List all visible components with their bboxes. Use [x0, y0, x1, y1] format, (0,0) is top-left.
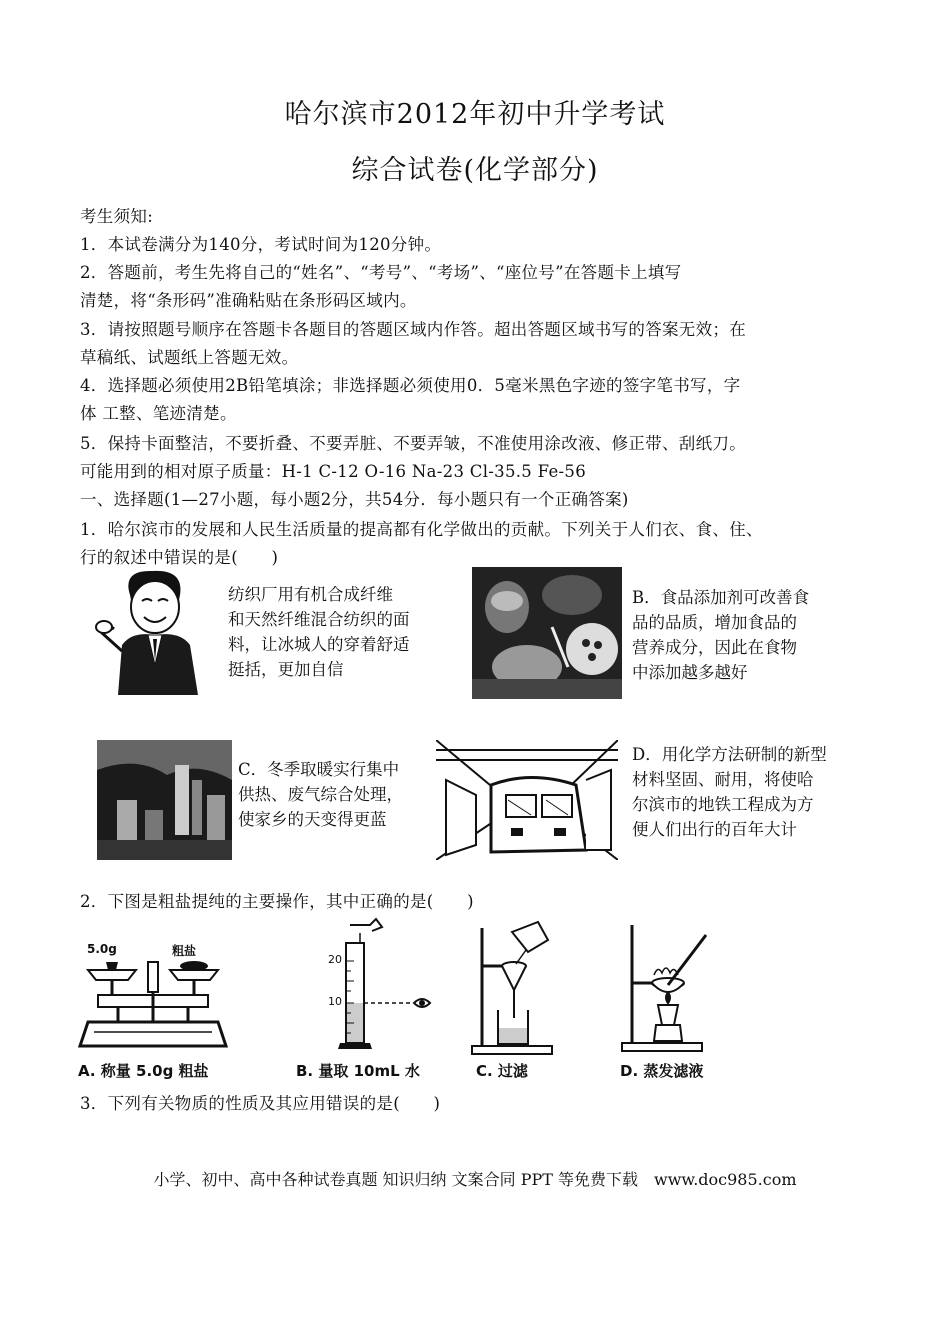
food-photo-icon [472, 567, 622, 699]
exam-title: 哈尔滨市2012年初中升学考试 [284, 99, 666, 130]
subway-train-icon [436, 740, 618, 860]
fig-b-caption: B. 量取 10mL 水 [296, 1062, 420, 1080]
label-salt: 粗盐 [172, 944, 197, 958]
notice-line-5: 草稿纸、试题纸上答题无效。 [80, 348, 299, 367]
evaporation-apparatus-icon [618, 915, 718, 1055]
q1-option-a [228, 582, 410, 682]
graduated-cylinder-icon [320, 915, 440, 1055]
notice-line-1: 1．本试卷满分为140分，考试时间为120分钟。 [80, 235, 442, 254]
fig-d-caption: D. 蒸发滤液 [620, 1062, 704, 1080]
notice-line-7: 体 工整、笔迹清楚。 [80, 404, 237, 423]
balance-icon [78, 940, 228, 1052]
cartoon-man-icon [92, 565, 206, 697]
q1-option-b-line: 品的品质，增加食品的 [632, 613, 797, 632]
q2-stem: 2．下图是粗盐提纯的主要操作，其中正确的是( ) [80, 892, 474, 911]
q1-option-b-line: 中添加越多越好 [632, 663, 748, 682]
q3-stem: 3．下列有关物质的性质及其应用错误的是( ) [80, 1094, 441, 1113]
q1-option-a-line: 纺织厂用有机合成纤维 [228, 585, 393, 604]
q1-option-d [632, 742, 827, 842]
q1-stem-line-1: 1．哈尔滨市的发展和人民生活质量的提高都有化学做出的贡献。下列关于人们衣、食、住、 [80, 520, 763, 539]
page-footer: 小学、初中、高中各种试卷真题 知识归纳 文案合同 PPT 等免费下载 www.doc985.com [153, 1170, 797, 1189]
q1-option-a-line: 挺括，更加自信 [228, 660, 344, 679]
q1-option-d-line: D．用化学方法研制的新型 [632, 745, 827, 764]
notice-line-2: 2．答题前，考生先将自己的“姓名”、“考号”、“考场”、“座位号”在答题卡上填写 [80, 263, 682, 282]
fig-c-caption: C. 过滤 [476, 1062, 528, 1080]
label-mass: 5.0g [87, 942, 117, 956]
q1-option-c-line: 使家乡的天变得更蓝 [238, 810, 387, 829]
fig-a-balance [78, 940, 228, 1052]
exam-subtitle: 综合试卷(化学部分) [351, 155, 599, 186]
q1-option-b-line: 营养成分，因此在食物 [632, 638, 797, 657]
q1-option-c-line: C．冬季取暖实行集中 [238, 760, 400, 779]
notice-line-8: 5．保持卡面整洁，不要折叠、不要弄脏、不要弄皱，不准使用涂改液、修正带、刮纸刀。 [80, 434, 746, 453]
q1-option-d-line: 材料坚固、耐用，将使哈 [632, 770, 814, 789]
tick-20: 20 [328, 953, 342, 966]
eye-icon [412, 995, 432, 1011]
q1-option-d-line: 尔滨市的地铁工程成为方 [632, 795, 814, 814]
q1-stem-line-2: 行的叙述中错误的是( ) [80, 548, 279, 567]
tick-10: 10 [328, 995, 342, 1008]
notice-line-3: 清楚，将“条形码”准确粘贴在条形码区域内。 [80, 291, 417, 310]
q1-option-d-line: 便人们出行的百年大计 [632, 820, 797, 839]
q1-option-a-line: 料，让冰城人的穿着舒适 [228, 635, 410, 654]
filtration-apparatus-icon [468, 918, 558, 1058]
section-heading: 一、选择题(1—27小题，每小题2分，共54分．每小题只有一个正确答案) [80, 490, 629, 509]
atomic-masses: 可能用到的相对原子质量：H-1 C-12 O-16 Na-23 Cl-35.5 Fe-56 [80, 462, 587, 481]
notice-heading: 考生须知: [80, 207, 154, 226]
city-smog-photo-icon [97, 740, 232, 860]
fig-a-caption: A. 称量 5.0g 粗盐 [78, 1062, 209, 1080]
notice-line-6: 4．选择题必须使用2B铅笔填涂；非选择题必须使用0．5毫米黑色字迹的签字笔书写，字 [80, 376, 741, 395]
q1-option-b-line: B．食品添加剂可改善食 [632, 588, 810, 607]
fig-b-cylinder [320, 915, 440, 1055]
q1-option-c-line: 供热、废气综合处理， [238, 785, 403, 804]
notice-line-4: 3．请按照题号顺序在答题卡各题目的答题区域内作答。超出答题区域书写的答案无效；在 [80, 320, 746, 339]
q1-option-a-line: 和天然纤维混合纺织的面 [228, 610, 410, 629]
q1-option-b [632, 585, 809, 685]
q1-option-c [238, 757, 403, 832]
